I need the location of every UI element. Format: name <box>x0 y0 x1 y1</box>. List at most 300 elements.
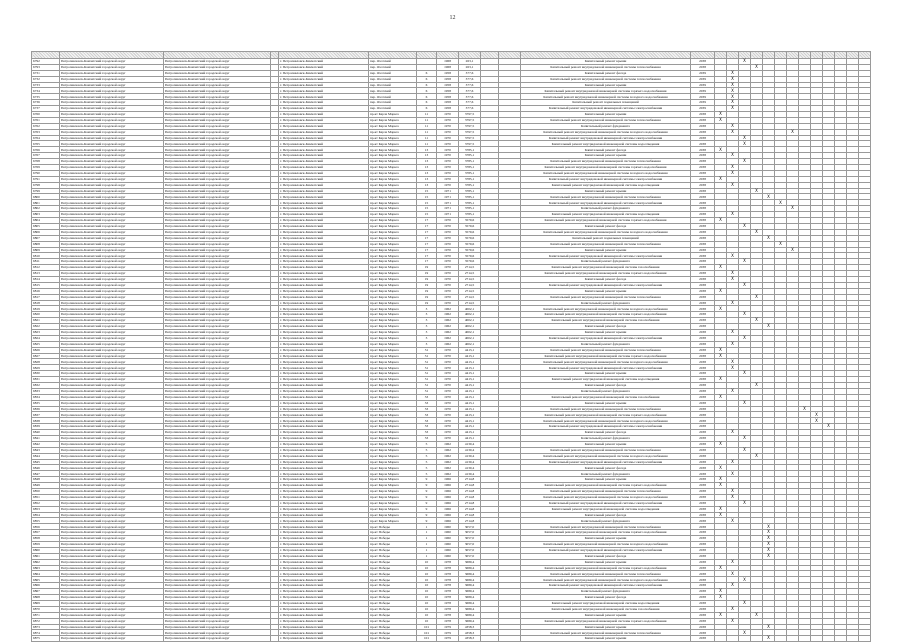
city-cell: г. Петропавловск-Камчатский <box>279 441 369 447</box>
street-cell: пр-кт Карла Маркса <box>369 329 417 335</box>
house-number-cell: 6 <box>417 82 437 88</box>
build-year-cell: 1962 <box>437 324 459 330</box>
build-year-cell: 1958 <box>437 70 459 76</box>
municipality-cell: Петропавловск-Камчатский городской округ <box>60 341 164 347</box>
mark-cell: X <box>715 353 727 359</box>
house-number-cell: 3 <box>417 329 437 335</box>
year-cell: 2038 <box>691 271 715 277</box>
build-year-cell: 1978 <box>437 577 459 583</box>
area-cell: 3689,4 <box>459 583 481 589</box>
year-cell: 2038 <box>691 377 715 383</box>
build-year-cell: 1970 <box>437 271 459 277</box>
municipality-cell: Петропавловск-Камчатский городской округ <box>60 141 164 147</box>
settlement-cell: Петропавловск-Камчатский городской округ <box>164 276 271 282</box>
year-cell: 2038 <box>691 365 715 371</box>
work-type-cell: Капитальный ремонт фундамента <box>521 471 691 477</box>
header-cell <box>799 52 811 59</box>
house-number-cell: 31 <box>417 347 437 353</box>
area-cell: 2714,8 <box>459 494 481 500</box>
house-number-cell: 11 <box>417 117 437 123</box>
municipality-cell: Петропавловск-Камчатский городской округ <box>60 135 164 141</box>
city-cell: г. Петропавловск-Камчатский <box>279 106 369 112</box>
build-year-cell: 1978 <box>437 612 459 618</box>
settlement-cell: Петропавловск-Камчатский городской округ <box>164 282 271 288</box>
row-id-cell: 6835 <box>32 400 60 406</box>
mark-cell <box>847 636 859 642</box>
year-cell: 2038 <box>691 606 715 612</box>
row-id-cell: 6836 <box>32 406 60 412</box>
build-year-cell: 1970 <box>437 235 459 241</box>
mark-cell: X <box>763 235 775 241</box>
year-cell: 2038 <box>691 194 715 200</box>
city-cell: г. Петропавловск-Камчатский <box>279 365 369 371</box>
area-cell: 4413,1 <box>459 388 481 394</box>
municipality-cell: Петропавловск-Камчатский городской округ <box>60 276 164 282</box>
year-cell: 2039 <box>691 94 715 100</box>
header-cell <box>859 52 871 59</box>
work-type-cell: Капитальный ремонт внутридомовой инженерной системы газоснабжения <box>521 318 691 324</box>
settlement-cell: Петропавловск-Камчатский городской округ <box>164 159 271 165</box>
street-cell: пр-кт Карла Маркса <box>369 471 417 477</box>
city-cell: г. Петропавловск-Камчатский <box>279 300 369 306</box>
year-cell: 2038 <box>691 388 715 394</box>
year-cell: 2038 <box>691 64 715 70</box>
row-id-cell: 6852 <box>32 500 60 506</box>
street-cell: пер. Охотский <box>369 100 417 106</box>
area-cell: 3689,4 <box>459 565 481 571</box>
work-type-cell: Капитальный ремонт внутридомовой инженерной системы горячего водоснабжения <box>521 353 691 359</box>
year-cell: 2038 <box>691 282 715 288</box>
street-cell: пр-кт Карла Маркса <box>369 241 417 247</box>
build-year-cell: 1970 <box>437 259 459 265</box>
area-cell: 3689,4 <box>459 600 481 606</box>
house-number-cell: 10 <box>417 618 437 624</box>
house-number-cell: 17 <box>417 247 437 253</box>
row-id-cell: 6817 <box>32 294 60 300</box>
header-cell <box>60 52 164 59</box>
mark-cell: X <box>751 382 763 388</box>
municipality-cell: Петропавловск-Камчатский городской округ <box>60 188 164 194</box>
build-year-cell: 1970 <box>437 300 459 306</box>
row-id-cell: 6823 <box>32 329 60 335</box>
build-year-cell: 1970 <box>437 294 459 300</box>
city-cell: г. Петропавловск-Камчатский <box>279 112 369 118</box>
year-cell: 2038 <box>691 518 715 524</box>
area-cell: 3785,1 <box>459 147 481 153</box>
year-cell: 2038 <box>691 583 715 589</box>
row-id-cell: 6862 <box>32 559 60 565</box>
street-cell: пр-кт Карла Маркса <box>369 176 417 182</box>
settlement-cell: Петропавловск-Камчатский городской округ <box>164 547 271 553</box>
area-cell: 4130,4 <box>459 459 481 465</box>
build-year-cell: 1978 <box>437 589 459 595</box>
city-cell: г. Петропавловск-Камчатский <box>279 382 369 388</box>
mark-cell: X <box>715 112 727 118</box>
street-cell: пр-кт Карла Маркса <box>369 271 417 277</box>
mark-cell: X <box>763 524 775 530</box>
header-cell <box>499 52 521 59</box>
area-cell: 3057,0 <box>459 536 481 542</box>
work-type-cell: Капитальный ремонт фундамента <box>521 589 691 595</box>
city-cell: г. Петропавловск-Камчатский <box>279 536 369 542</box>
build-year-cell: 1966 <box>437 512 459 518</box>
work-type-cell: Капитальный ремонт внутридомовой инженерной системы холодного водоснабжения <box>521 170 691 176</box>
house-number-cell: 31 <box>417 365 437 371</box>
year-cell: 2038 <box>691 147 715 153</box>
row-id-cell: 6863 <box>32 565 60 571</box>
area-cell: 3785,1 <box>459 194 481 200</box>
city-cell: г. Петропавловск-Камчатский <box>279 88 369 94</box>
settlement-cell: Петропавловск-Камчатский городской округ <box>164 559 271 565</box>
settlement-cell: Петропавловск-Камчатский городской округ <box>164 636 271 642</box>
row-id-cell: 6762 <box>32 123 60 129</box>
header-cell <box>459 52 481 59</box>
city-cell: г. Петропавловск-Камчатский <box>279 477 369 483</box>
settlement-cell: Петропавловск-Камчатский городской округ <box>164 212 271 218</box>
build-year-cell: 1966 <box>437 518 459 524</box>
street-cell: пр-кт Карла Маркса <box>369 365 417 371</box>
work-type-cell: Капитальный ремонт внутридомовой инженерной системы теплоснабжения <box>521 241 691 247</box>
street-cell: пер. Охотский <box>369 76 417 82</box>
work-type-cell: Капитальный ремонт крыши <box>521 112 691 118</box>
municipality-cell: Петропавловск-Камчатский городской округ <box>60 471 164 477</box>
city-cell: г. Петропавловск-Камчатский <box>279 630 369 636</box>
area-cell: 4002,1 <box>459 312 481 318</box>
build-year-cell: 1970 <box>437 436 459 442</box>
city-cell: г. Петропавловск-Камчатский <box>279 624 369 630</box>
mark-cell: X <box>739 335 751 341</box>
work-type-cell: Капитальный ремонт внутридомовой инженерной системы водоотведения <box>521 600 691 606</box>
work-type-cell: Капитальный ремонт внутридомовой инженерной системы электроснабжения <box>521 253 691 259</box>
area-cell: 3785,1 <box>459 212 481 218</box>
street-cell: пр-кт Победы <box>369 606 417 612</box>
work-type-cell: Капитальный ремонт внутридомовой инженерной системы холодного водоснабжения <box>521 542 691 548</box>
year-cell: 2038 <box>691 235 715 241</box>
mark-cell: X <box>727 253 739 259</box>
year-cell: 2038 <box>691 489 715 495</box>
city-cell: г. Петропавловск-Камчатский <box>279 377 369 383</box>
city-cell: г. Петропавловск-Камчатский <box>279 182 369 188</box>
settlement-cell: Петропавловск-Камчатский городской округ <box>164 382 271 388</box>
street-cell: пер. Охотский <box>369 64 417 70</box>
settlement-cell: Петропавловск-Камчатский городской округ <box>164 312 271 318</box>
street-cell: пр-кт Победы <box>369 595 417 601</box>
street-cell: пр-кт Карла Маркса <box>369 459 417 465</box>
year-cell: 2038 <box>691 512 715 518</box>
work-type-cell: Капитальный ремонт крыши <box>521 400 691 406</box>
house-number-cell: 15 <box>417 188 437 194</box>
house-number-cell: 5 <box>417 447 437 453</box>
mark-cell: X <box>727 494 739 500</box>
municipality-cell: Петропавловск-Камчатский городской округ <box>60 553 164 559</box>
row-id-cell: 6828 <box>32 359 60 365</box>
house-number-cell: 15 <box>417 212 437 218</box>
settlement-cell: Петропавловск-Камчатский городской округ <box>164 259 271 265</box>
street-cell: пр-кт Победы <box>369 542 417 548</box>
header-cell <box>691 52 715 59</box>
mark-cell: X <box>739 577 751 583</box>
house-number-cell: 13 <box>417 176 437 182</box>
header-cell <box>835 52 847 59</box>
area-cell: 3579,6 <box>459 253 481 259</box>
area-cell: 3689,4 <box>459 571 481 577</box>
build-year-cell: 1970 <box>437 394 459 400</box>
street-cell: пр-кт Карла Маркса <box>369 306 417 312</box>
municipality-cell: Петропавловск-Камчатский городской округ <box>60 129 164 135</box>
work-type-cell: Капитальный ремонт внутридомовой инженерной системы газоснабжения <box>521 265 691 271</box>
work-type-cell: Капитальный ремонт крыши <box>521 441 691 447</box>
year-cell: 2038 <box>691 341 715 347</box>
municipality-cell: Петропавловск-Камчатский городской округ <box>60 412 164 418</box>
area-cell: 3785,1 <box>459 206 481 212</box>
work-type-cell: Капитальный ремонт фундамента <box>521 259 691 265</box>
mark-cell: X <box>727 459 739 465</box>
municipality-cell: Петропавловск-Камчатский городской округ <box>60 388 164 394</box>
mark-cell: X <box>727 94 739 100</box>
house-number-cell: 10 <box>417 595 437 601</box>
settlement-cell: Петропавловск-Камчатский городской округ <box>164 271 271 277</box>
settlement-cell: Петропавловск-Камчатский городской округ <box>164 235 271 241</box>
street-cell: пр-кт Победы <box>369 524 417 530</box>
house-number-cell: 9 <box>417 494 437 500</box>
settlement-cell: Петропавловск-Камчатский городской округ <box>164 253 271 259</box>
house-number-cell: 10 <box>417 577 437 583</box>
work-type-cell: Капитальный ремонт фасада <box>521 276 691 282</box>
municipality-cell: Петропавловск-Камчатский городской округ <box>60 265 164 271</box>
area-cell: 377,6 <box>459 88 481 94</box>
settlement-cell: Петропавловск-Камчатский городской округ <box>164 600 271 606</box>
municipality-cell: Петропавловск-Камчатский городской округ <box>60 182 164 188</box>
year-cell: 2038 <box>691 294 715 300</box>
city-cell: г. Петропавловск-Камчатский <box>279 353 369 359</box>
settlement-cell: Петропавловск-Камчатский городской округ <box>164 182 271 188</box>
row-id-cell: 6815 <box>32 282 60 288</box>
row-id-cell: 6803 <box>32 212 60 218</box>
mark-cell: X <box>727 212 739 218</box>
row-id-cell: 6857 <box>32 530 60 536</box>
municipality-cell: Петропавловск-Камчатский городской округ <box>60 536 164 542</box>
street-cell: пр-кт Карла Маркса <box>369 377 417 383</box>
year-cell: 2038 <box>691 312 715 318</box>
house-number-cell: 10 <box>417 612 437 618</box>
area-cell: 2714,5 <box>459 276 481 282</box>
city-cell: г. Петропавловск-Камчатский <box>279 288 369 294</box>
row-id-cell: 6846 <box>32 465 60 471</box>
work-type-cell: Капитальный ремонт крыши <box>521 329 691 335</box>
house-number-cell: 33 <box>417 406 437 412</box>
work-type-cell: Капитальный ремонт внутридомовой инженерной системы холодного водоснабжения <box>521 453 691 459</box>
area-cell: 3797,5 <box>459 141 481 147</box>
municipality-cell: Петропавловск-Камчатский городской округ <box>60 64 164 70</box>
row-id-cell: 6869 <box>32 600 60 606</box>
house-number-cell: 6 <box>417 88 437 94</box>
year-cell: 2038 <box>691 223 715 229</box>
year-cell: 2038 <box>691 524 715 530</box>
build-year-cell: 1958 <box>437 100 459 106</box>
header-cell <box>715 52 727 59</box>
row-id-cell: 6811 <box>32 259 60 265</box>
city-cell: г. Петропавловск-Камчатский <box>279 559 369 565</box>
year-cell: 2039 <box>691 70 715 76</box>
area-cell: 2714,8 <box>459 483 481 489</box>
build-year-cell: 1970 <box>437 135 459 141</box>
row-id-cell: 6792 <box>32 59 60 65</box>
row-id-cell: 6825 <box>32 341 60 347</box>
city-cell: г. Петропавловск-Камчатский <box>279 129 369 135</box>
house-number-cell: 31 <box>417 359 437 365</box>
work-type-cell: Капитальный ремонт внутридомовой инженерной системы холодного водоснабжения <box>521 229 691 235</box>
area-cell: 4413,1 <box>459 424 481 430</box>
year-cell: 2038 <box>691 571 715 577</box>
extra-cell <box>481 636 499 642</box>
street-cell: пр-кт Карла Маркса <box>369 441 417 447</box>
municipality-cell: Петропавловск-Камчатский городской округ <box>60 436 164 442</box>
area-cell: 4130,4 <box>459 441 481 447</box>
mark-cell: X <box>727 388 739 394</box>
build-year-cell: 1970 <box>437 218 459 224</box>
work-type-cell: Капитальный ремонт внутридомовой инженерной системы теплоснабжения <box>521 117 691 123</box>
municipality-cell: Петропавловск-Камчатский городской округ <box>60 430 164 436</box>
house-number-cell: 17 <box>417 218 437 224</box>
house-number-cell: 15 <box>417 200 437 206</box>
work-type-cell: Капитальный ремонт внутридомовой инженерной системы газоснабжения <box>521 394 691 400</box>
work-type-cell: Капитальный ремонт внутридомовой инженерной системы теплоснабжения <box>521 524 691 530</box>
area-cell: 263,1 <box>459 59 481 65</box>
row-id-cell: 6821 <box>32 318 60 324</box>
row-id-cell: 6842 <box>32 441 60 447</box>
settlement-cell: Петропавловск-Камчатский городской округ <box>164 483 271 489</box>
area-cell: 4413,1 <box>459 412 481 418</box>
work-type-cell: Капитальный ремонт внутридомовой инженерной системы электроснабжения <box>521 282 691 288</box>
street-cell: пр-кт Карла Маркса <box>369 318 417 324</box>
street-cell: пр-кт Карла Маркса <box>369 294 417 300</box>
settlement-cell: Петропавловск-Камчатский городской округ <box>164 453 271 459</box>
build-year-cell: 1970 <box>437 282 459 288</box>
municipality-cell: Петропавловск-Камчатский городской округ <box>60 371 164 377</box>
work-type-cell: Капитальный ремонт крыши <box>521 612 691 618</box>
house-number-cell: 9 <box>417 489 437 495</box>
build-year-cell: 1960 <box>437 542 459 548</box>
work-type-cell: Капитальный ремонт внутридомовой инженерной системы холодного водоснабжения <box>521 418 691 424</box>
build-year-cell: 1962 <box>437 453 459 459</box>
house-number-cell: 33 <box>417 412 437 418</box>
municipality-cell: Петропавловск-Камчатский городской округ <box>60 500 164 506</box>
row-id-cell: 6844 <box>32 453 60 459</box>
municipality-cell: Петропавловск-Камчатский городской округ <box>60 453 164 459</box>
house-number-cell: 9 <box>417 500 437 506</box>
build-year-cell: 1958 <box>437 106 459 112</box>
row-id-cell: 6814 <box>32 276 60 282</box>
city-cell: г. Петропавловск-Камчатский <box>279 394 369 400</box>
mark-cell: X <box>739 436 751 442</box>
mark-cell: X <box>727 300 739 306</box>
street-cell: пр-кт Карла Маркса <box>369 282 417 288</box>
street-cell: пр-кт Карла Маркса <box>369 165 417 171</box>
municipality-cell: Петропавловск-Камчатский городской округ <box>60 530 164 536</box>
street-cell: пр-кт Карла Маркса <box>369 400 417 406</box>
municipality-cell: Петропавловск-Камчатский городской округ <box>60 618 164 624</box>
year-cell: 2038 <box>691 253 715 259</box>
year-cell: 2038 <box>691 329 715 335</box>
work-type-cell: Капитальный ремонт крыши <box>521 636 691 642</box>
city-cell: г. Петропавловск-Камчатский <box>279 459 369 465</box>
row-id-cell: 6827 <box>32 353 60 359</box>
year-cell: 2038 <box>691 424 715 430</box>
city-cell: г. Петропавловск-Камчатский <box>279 465 369 471</box>
city-cell: г. Петропавловск-Камчатский <box>279 553 369 559</box>
year-cell: 2038 <box>691 465 715 471</box>
build-year-cell: 1958 <box>437 76 459 82</box>
build-year-cell: 1970 <box>437 123 459 129</box>
house-number-cell: 10 <box>417 606 437 612</box>
municipality-cell: Петропавловск-Камчатский городской округ <box>60 624 164 630</box>
build-year-cell: 1970 <box>437 147 459 153</box>
street-cell: пр-кт Карла Маркса <box>369 247 417 253</box>
street-cell: пр-кт Карла Маркса <box>369 436 417 442</box>
build-year-cell: 1962 <box>437 306 459 312</box>
year-cell: 2038 <box>691 188 715 194</box>
row-id-cell: 6734 <box>32 88 60 94</box>
table-row <box>32 636 871 642</box>
year-cell: 2038 <box>691 577 715 583</box>
work-type-cell: Капитальный ремонт подвальных помещений <box>521 100 691 106</box>
year-cell: 2038 <box>691 153 715 159</box>
build-year-cell: 1979 <box>437 630 459 636</box>
row-id-cell: 6791 <box>32 176 60 182</box>
area-cell: 377,6 <box>459 70 481 76</box>
house-number-cell: 6 <box>417 94 437 100</box>
street-cell: пр-кт Победы <box>369 624 417 630</box>
mark-cell: X <box>739 159 751 165</box>
work-type-cell: Капитальный ремонт фасада <box>521 70 691 76</box>
municipality-cell: Петропавловск-Камчатский городской округ <box>60 147 164 153</box>
year-cell: 2039 <box>691 100 715 106</box>
area-cell: 2714,8 <box>459 500 481 506</box>
row-id-cell: 6826 <box>32 347 60 353</box>
house-number-cell: 17 <box>417 259 437 265</box>
city-cell: г. Петропавловск-Камчатский <box>279 371 369 377</box>
area-cell: 4130,4 <box>459 471 481 477</box>
row-id-cell: 6837 <box>32 412 60 418</box>
area-cell: 4413,1 <box>459 365 481 371</box>
settlement-cell: Петропавловск-Камчатский городской округ <box>164 471 271 477</box>
settlement-cell: Петропавловск-Камчатский городской округ <box>164 135 271 141</box>
work-type-cell: Капитальный ремонт внутридомовой инженерной системы электроснабжения <box>521 500 691 506</box>
house-number-cell: 9 <box>417 512 437 518</box>
settlement-cell: Петропавловск-Камчатский городской округ <box>164 536 271 542</box>
municipality-cell: Петропавловск-Камчатский городской округ <box>60 206 164 212</box>
area-cell: 2714,5 <box>459 271 481 277</box>
header-cell <box>727 52 739 59</box>
municipality-cell: Петропавловск-Камчатский городской округ <box>60 559 164 565</box>
area-cell: 4002,1 <box>459 324 481 330</box>
settlement-cell: Петропавловск-Камчатский городской округ <box>164 59 271 65</box>
municipality-cell: Петропавловск-Камчатский городской округ <box>60 459 164 465</box>
city-cell: г. Петропавловск-Камчатский <box>279 430 369 436</box>
house-number-cell: 1 <box>417 542 437 548</box>
house-number-cell: 19 <box>417 288 437 294</box>
area-cell: 4413,1 <box>459 382 481 388</box>
year-cell: 2038 <box>691 547 715 553</box>
settlement-cell: Петропавловск-Камчатский городской округ <box>164 518 271 524</box>
mark-cell: X <box>715 394 727 400</box>
street-cell: пр-кт Карла Маркса <box>369 218 417 224</box>
house-number-cell: 3 <box>417 306 437 312</box>
municipality-cell: Петропавловск-Камчатский городской округ <box>60 282 164 288</box>
street-cell: пр-кт Карла Маркса <box>369 170 417 176</box>
row-id-cell: 6813 <box>32 271 60 277</box>
row-id-cell: 6804 <box>32 218 60 224</box>
